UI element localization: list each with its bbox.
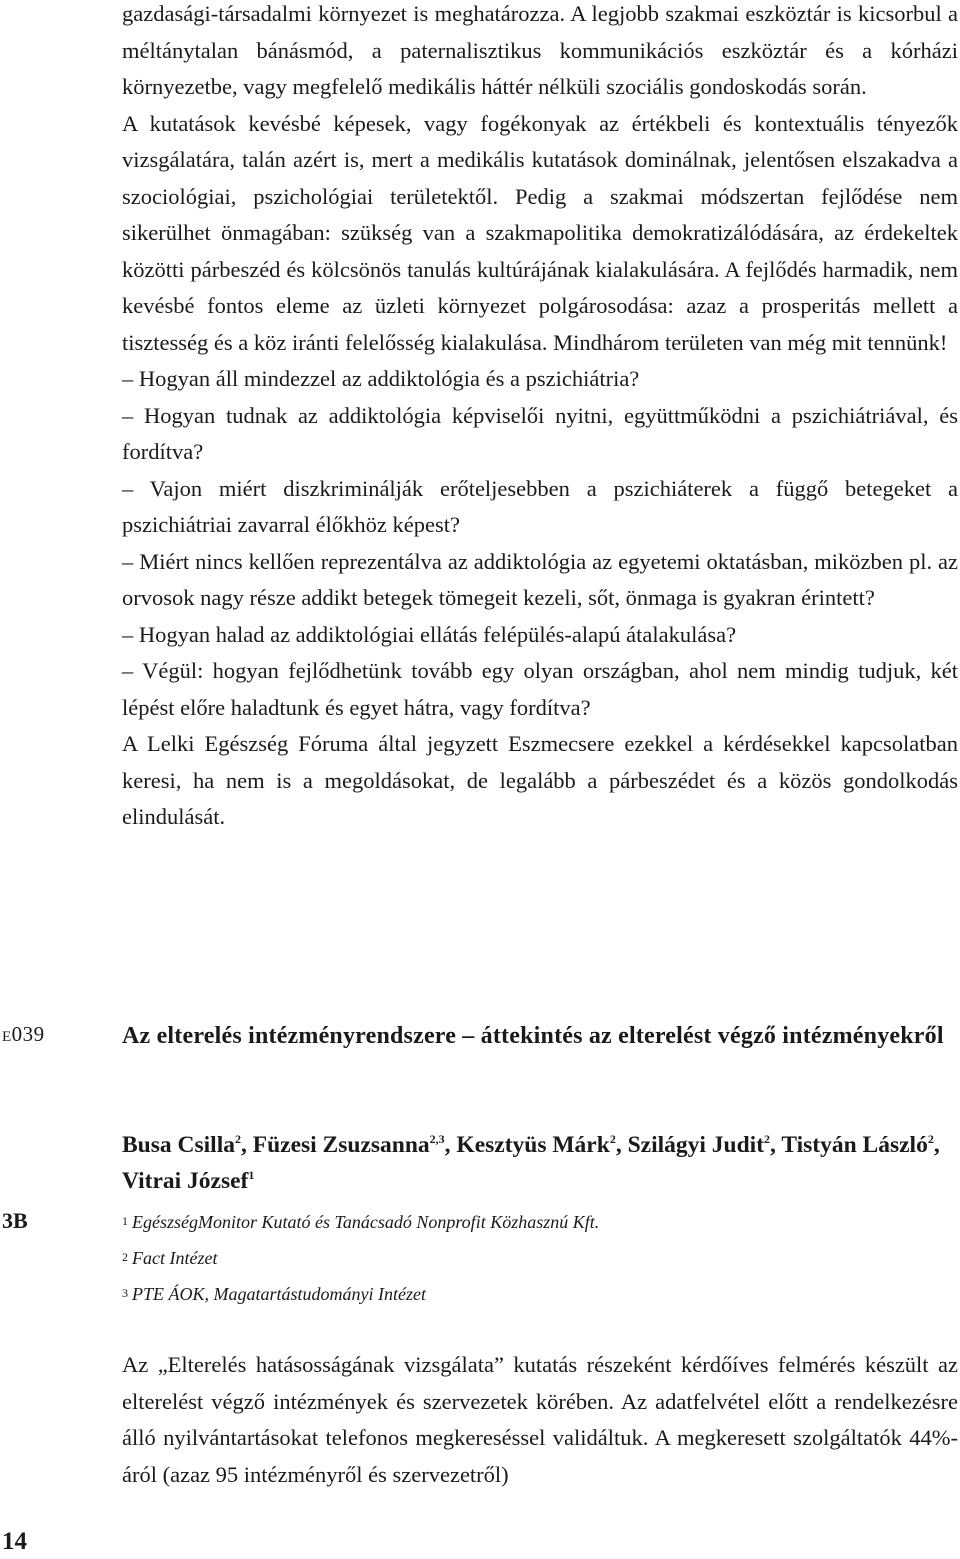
author-separator: , [240,1132,253,1158]
author-separator: , [444,1132,457,1158]
affiliation-3-number: 3 [122,1286,128,1300]
author-name: Szilágyi Judit [627,1132,765,1158]
author-name: Tistyán László [781,1132,928,1158]
affiliation-3-text: PTE ÁOK, Magatartástudományi Intézet [132,1284,426,1304]
question-2: – Hogyan tudnak az addiktológia képviselői nyitni, együttműködni a pszichiátriával, és fordítva? [122,402,958,464]
abstract-body [122,1347,958,1493]
intro-paragraph-2: A kutatások kevésbé képesek, vagy fogékonyak az értékbeli és kontextuális tényezők vizsgálatára, talán azért is, mert a medikális kutatások dominálnak, jelentősen elszakadva a szociológiai, pszichológiai területektől. Pedig a szakmai módszertan fejlődése nem sikerülhet önmagában: szükség van a szakmapolitika demokratizálódására, az érdekeltek közötti párbeszéd és kölcsönös tanulás kultúrájának kialakulására. A fejlődés harmadik, nem kevésbé fontos eleme az üzleti környezet polgárosodása: azaz a prosperitás mellett a tisztesség és a köz iránti felelősség kialakulása. Mindhárom területen van még mit tennünk! [122,110,958,355]
author-separator: , [615,1132,628,1158]
abstract-title: Az elterelés intézményrendszere – áttekintés az elterelést végző intézményekről [122,1023,944,1049]
author-affiliation-ref: 2 [609,1132,616,1147]
question-6: – Végül: hogyan fejlődhetünk tovább egy olyan országban, ahol nem mindig tudjuk, két lépést előre haladtunk és egyet hátra, vagy fordítva? [122,658,958,720]
affiliation-2 [122,1248,217,1268]
author-separator: , [770,1132,782,1158]
author-affiliation-ref: 2 [764,1132,771,1147]
intro-section [122,0,958,836]
abstract-code [2,1022,45,1047]
abstract-code-prefix: E [2,1029,12,1045]
page-number: 14 [2,1528,27,1555]
author-separator: , [933,1132,940,1158]
abstract-paragraph: Az „Elterelés hatásosságának vizsgálata” kutatás részeként kérdőíves felmérés készült az elterelést végző intézmények és szervezetek körében. Az adatfelvétel előtt a rendelkezésre álló nyilvántartásokat telefonos megkereséssel validáltuk. A megkeresett szolgáltatók 44%-áról (azaz 95 intézményről és szervezetről) [122,1352,958,1487]
intro-paragraph-1: gazdasági-társadalmi környezet is meghatározza. A legjobb szakmai eszköztár is kicsorbul a méltánytalan bánásmód, a paternalisztikus kommunikációs eszköztár és a kórházi környezetbe, vagy megfelelő medikális háttér nélküli szociális gondoskodás során. [122,1,958,99]
author-name: Füzesi Zsuzsanna [252,1132,430,1158]
affiliation-2-text: Fact Intézet [132,1248,218,1268]
author-affiliation-ref: 1 [248,1168,255,1183]
abstract-code-number: 039 [11,1022,45,1046]
author-name: Kesztyüs Márk [456,1132,610,1158]
closing-paragraph: A Lelki Egészség Fóruma által jegyzett Eszmecsere ezekkel a kérdésekkel kapcsolatban keresi, ha nem is a megoldásokat, de legalább a párbeszédet és a közös gondolkodás elindulását. [122,731,958,829]
affiliation-2-number: 2 [122,1250,128,1264]
question-3: – Vajon miért diszkriminálják erőteljesebben a pszichiáterek a függő betegeket a pszichiátriai zavarral élőkhöz képest? [122,475,958,537]
author-list [122,1127,958,1199]
author-affiliation-ref: 2 [234,1132,241,1147]
question-5: – Hogyan halad az addiktológiai ellátás felépülés-alapú átalakulása? [122,621,737,647]
author-name: Vitrai József [122,1168,249,1194]
affiliation-1-number: 1 [122,1214,128,1228]
question-4: – Miért nincs kellően reprezentálva az addiktológia az egyetemi oktatásban, miközben pl. az orvosok nagy része addikt betegek tömegeit kezeli, sőt, önmaga is gyakran érintett? [122,548,958,610]
affiliation-1-text: EgészségMonitor Kutató és Tanácsadó Nonprofit Közhasznú Kft. [132,1212,600,1232]
affiliation-1 [122,1212,599,1232]
author-name: Busa Csilla [122,1132,235,1158]
author-affiliation-ref: 2 [927,1132,934,1147]
session-label: 3B [2,1208,28,1233]
author-affiliation-ref: 2,3 [429,1132,445,1147]
question-1: – Hogyan áll mindezzel az addiktológia és a pszichiátria? [122,366,640,391]
affiliation-3 [122,1284,426,1304]
